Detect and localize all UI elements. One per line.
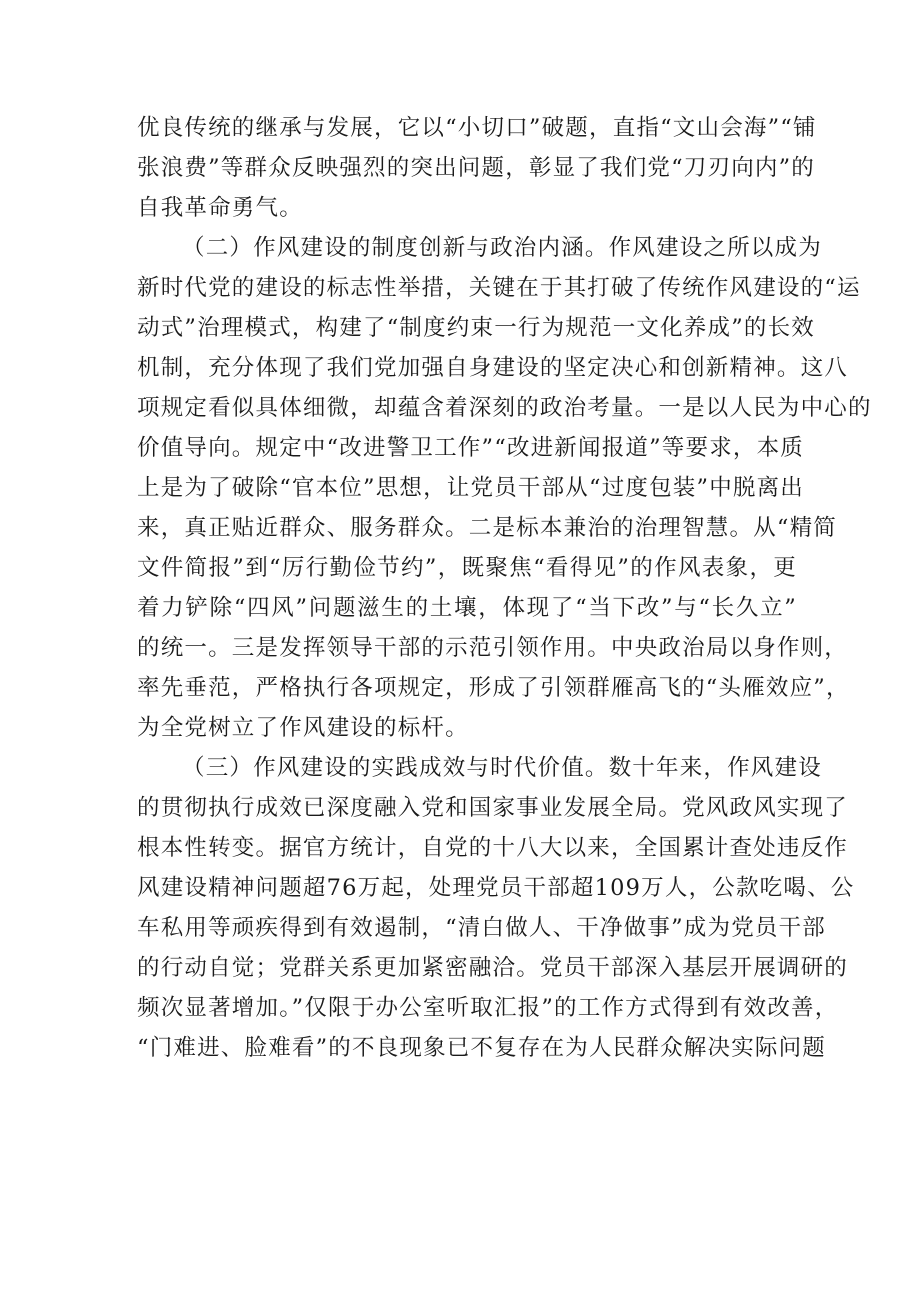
text-line: 项规定看似具体细微，却蕴含着深刻的政治考量。一是以人民为中心的 (137, 395, 872, 421)
text-line: 率先垂范，严格执行各项规定，形成了引领群雁高飞的“头雁效应”， (137, 675, 850, 701)
text-line: 来，真正贴近群众、服务群众。二是标本兼治的治理智慧。从“精简 (137, 515, 838, 541)
text-line: （三）作风建设的实践成效与时代价值。数十年来，作风建设 (182, 755, 822, 781)
text-line: 机制，充分体现了我们党加强自身建设的坚定决心和创新精神。这八 (137, 355, 849, 381)
text-line: 的贯彻执行成效已深度融入党和国家事业发展全局。党风政风实现了 (137, 795, 849, 821)
text-line: 张浪费”等群众反映强烈的突出问题，彰显了我们党“刀刃向内”的 (137, 155, 816, 181)
text-line: 的行动自觉；党群关系更加紧密融洽。党员干部深入基层开展调研的 (137, 955, 849, 981)
document-body (137, 108, 872, 1068)
text-line: 价值导向。规定中“改进警卫工作”“改进新闻报道”等要求，本质 (137, 435, 805, 461)
paragraph (137, 108, 817, 228)
text-line: 自我革命勇气。 (137, 195, 303, 221)
paragraph (137, 228, 872, 748)
text-line: 上是为了破除“官本位”思想，让党员干部从“过度包装”中脱离出 (137, 475, 805, 501)
paragraph (137, 748, 855, 1068)
text-line: （二）作风建设的制度创新与政治内涵。作风建设之所以成为 (182, 235, 822, 261)
text-line: “门难进、脸难看”的不良现象已不复存在为人民群众解决实际问题 (137, 1035, 827, 1061)
text-line: 文件简报”到“厉行勤俭节约”，既聚焦“看得见”的作风表象，更 (137, 555, 797, 581)
text-line: 为全党树立了作风建设的标杆。 (137, 715, 469, 741)
text-line: 的统一。三是发挥领导干部的示范引领作用。中央政治局以身作则， (137, 635, 849, 661)
text-line: 着力铲除“四风”问题滋生的土壤，体现了“当下改”与“长久立” (137, 595, 797, 621)
text-line: 频次显著增加。”仅限于办公室听取汇报”的工作方式得到有效改善， (137, 995, 839, 1021)
text-line: 新时代党的建设的标志性举措，关键在于其打破了传统作风建设的“运 (137, 275, 861, 301)
text-line: 车私用等顽疾得到有效遏制，“清白做人、干净做事”成为党员干部 (137, 915, 827, 941)
text-line: 根本性转变。据官方统计，自党的十八大以来，全国累计查处违反作 (137, 835, 849, 861)
text-line: 优良传统的继承与发展，它以“小切口”破题，直指“文山会海”“铺 (137, 115, 817, 141)
text-line: 动式”治理模式，构建了“制度约束一行为规范一文化养成”的长效 (137, 315, 816, 341)
text-line: 风建设精神问题超76万起，处理党员干部超109万人，公款吃喝、公 (137, 875, 855, 901)
